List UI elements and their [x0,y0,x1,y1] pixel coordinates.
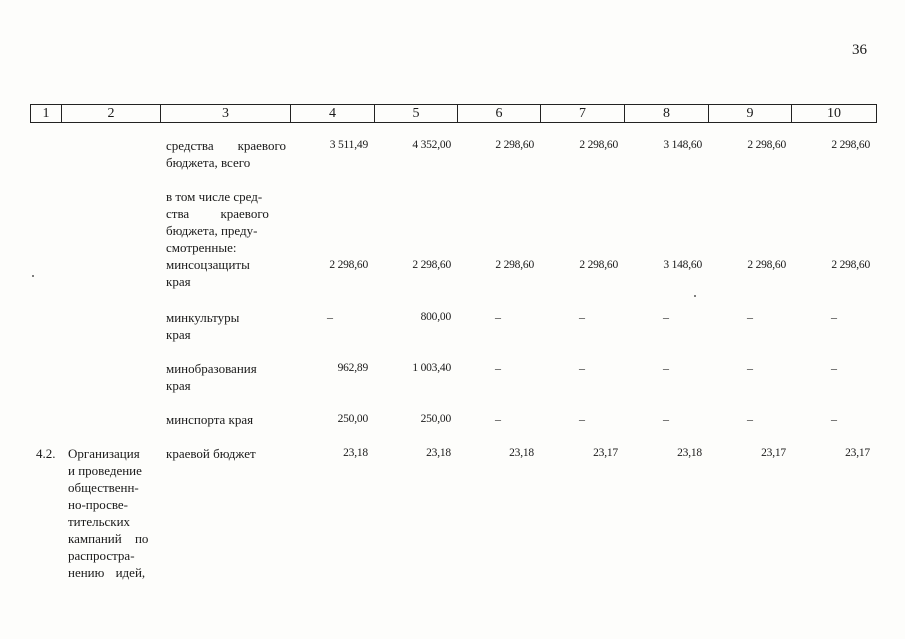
cell-minsport-col7: – [579,412,585,426]
cell-total-col9: 2 298,60 [747,139,786,151]
cell-minkult-col4: – [327,310,333,324]
row-label-minobr-line: края [166,378,191,393]
item-name-line: кампаний по [68,531,149,546]
cell-total-col7: 2 298,60 [579,139,618,151]
cell-total-col8: 3 148,60 [663,139,702,151]
cell-minsoc-col4: 2 298,60 [329,259,368,271]
cell-item42-col4: 23,18 [343,447,368,459]
item-name-line: и проведение [68,463,142,478]
column-number-9: 9 [709,105,792,122]
row-label-minsport: минспорта края [166,412,254,427]
cell-item42-col9: 23,17 [761,447,786,459]
column-number-7: 7 [541,105,625,122]
cell-total-col4: 3 511,49 [329,139,368,151]
cell-item42-col10: 23,17 [845,447,870,459]
row-label-regional-budget: краевой бюджет [166,446,256,461]
cell-item42-col7: 23,17 [593,447,618,459]
row-label-minkult [166,309,286,343]
cell-item42-col5: 23,18 [426,447,451,459]
column-number-8: 8 [625,105,709,122]
item-name [68,445,156,581]
cell-minsport-col10: – [831,412,837,426]
cell-minsoc-col6: 2 298,60 [495,259,534,271]
row-label-including-line: бюджета, преду- [166,223,258,238]
item-name-line: распростра- [68,548,135,563]
cell-minkult-col9: – [747,310,753,324]
cell-minkult-col5: 800,00 [420,311,451,323]
cell-total-col6: 2 298,60 [495,139,534,151]
row-label-including [166,188,286,290]
column-number-6: 6 [458,105,541,122]
row-label-total: средства краевого бюджета, всего [166,138,286,170]
row-label-minsoc-line: минсоцзащиты [166,257,250,272]
column-number-10: 10 [827,106,841,121]
scan-speck [32,275,34,277]
column-number-5: 5 [375,105,458,122]
cell-minobr-col7: – [579,361,585,375]
cell-minobr-col4: 962,89 [337,362,368,374]
cell-minsoc-col10: 2 298,60 [831,259,870,271]
row-label-including-line: смотренные: [166,240,237,255]
cell-minkult-col6: – [495,310,501,324]
column-number-4: 4 [291,105,375,122]
cell-minkult-col10: – [831,310,837,324]
cell-minsoc-col7: 2 298,60 [579,259,618,271]
column-number-3: 3 [161,105,291,122]
row-label-minsoc-line: края [166,274,191,289]
cell-minkult-col7: – [579,310,585,324]
column-number-2: 2 [62,105,161,122]
cell-minsport-col5: 250,00 [420,413,451,425]
cell-minsport-col6: – [495,412,501,426]
cell-total-col10: 2 298,60 [831,139,870,151]
row-label-minkult-line: края [166,327,191,342]
cell-minsport-col8: – [663,412,669,426]
item-name-line: Организация [68,446,140,461]
cell-total-col5: 4 352,00 [412,139,451,151]
row-label-minobr-line: минобразования [166,361,257,376]
item-number: 4.2. [36,446,56,461]
cell-minsoc-col5: 2 298,60 [412,259,451,271]
cell-minobr-col5: 1 003,40 [412,362,451,374]
row-label-minkult-line: минкультуры [166,310,240,325]
column-number-1: 1 [31,105,62,122]
page-number: 36 [852,42,867,58]
cell-minsport-col9: – [747,412,753,426]
item-name-line: тительских [68,514,131,529]
cell-minobr-col10: – [831,361,837,375]
table-header-row [30,104,877,123]
scan-speck [694,295,696,297]
cell-minsport-col4: 250,00 [337,413,368,425]
cell-minsoc-col8: 3 148,60 [663,259,702,271]
cell-item42-col8: 23,18 [677,447,702,459]
cell-minobr-col8: – [663,361,669,375]
item-name-line: нению идей, [68,565,146,580]
cell-minsoc-col9: 2 298,60 [747,259,786,271]
cell-minobr-col6: – [495,361,501,375]
row-label-including-line: в том числе сред- [166,189,263,204]
cell-minkult-col8: – [663,310,669,324]
cell-item42-col6: 23,18 [509,447,534,459]
row-label-minobr [166,360,286,394]
item-name-line: общественн- [68,480,139,495]
cell-minobr-col9: – [747,361,753,375]
row-label-including-line: ства краевого [166,206,269,221]
item-name-line: но-просве- [68,497,128,512]
